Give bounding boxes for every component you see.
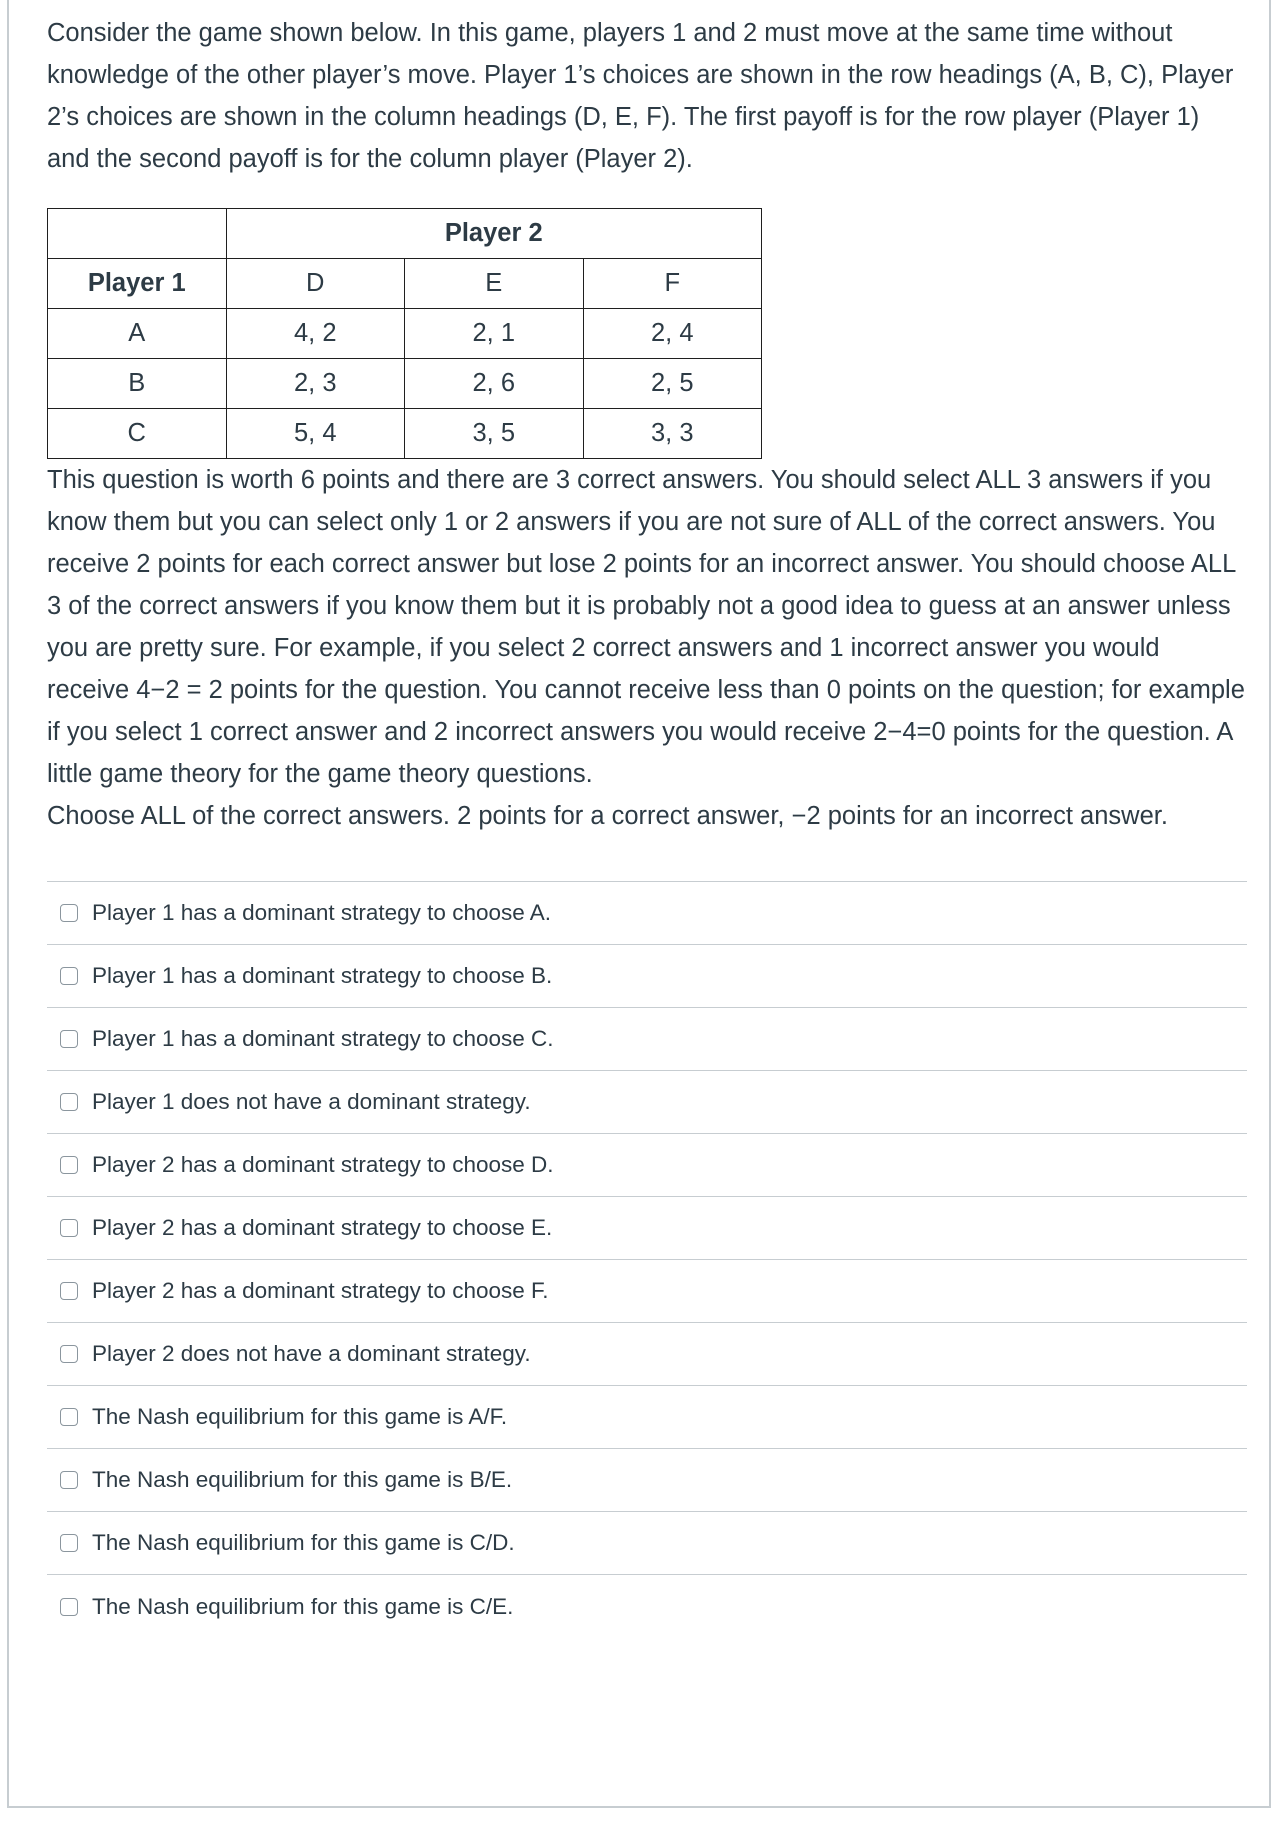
answer-option-9[interactable] xyxy=(47,1386,1247,1449)
answer-label[interactable]: Player 2 does not have a dominant strategy. xyxy=(92,1341,531,1366)
checkbox-icon[interactable] xyxy=(60,1598,78,1616)
answer-option-6[interactable] xyxy=(47,1197,1247,1260)
checkbox-icon[interactable] xyxy=(60,967,78,985)
row-header-b: B xyxy=(48,359,227,409)
answer-label[interactable]: The Nash equilibrium for this game is C/E. xyxy=(92,1593,514,1619)
payoff-cell: 2, 5 xyxy=(583,359,762,409)
payoff-cell: 3, 3 xyxy=(583,409,762,459)
payoff-matrix xyxy=(47,208,762,459)
answer-option-8[interactable] xyxy=(47,1323,1247,1386)
answer-option-4[interactable] xyxy=(47,1071,1247,1134)
answer-option-12[interactable] xyxy=(47,1575,1247,1638)
answer-label[interactable]: The Nash equilibrium for this game is C/D. xyxy=(92,1530,515,1555)
checkbox-icon[interactable] xyxy=(60,1408,78,1426)
answer-label[interactable]: Player 1 has a dominant strategy to choose B. xyxy=(92,963,553,988)
answer-option-1[interactable] xyxy=(47,882,1247,945)
row-header-a: A xyxy=(48,309,227,359)
payoff-cell: 5, 4 xyxy=(226,409,405,459)
column-header-f: F xyxy=(583,259,762,309)
answer-list xyxy=(47,881,1247,1638)
checkbox-icon[interactable] xyxy=(60,1030,78,1048)
question-content xyxy=(47,12,1247,1638)
rules-paragraph: This question is worth 6 points and there are 3 correct answers. You should select ALL 3 answers if you know them but you can select only 1 or 2 answers if you are not sure of ALL of the correct answers. You receive 2 points for each correct answer but lose 2 points for an incorrect answer. You should choose ALL 3 of the correct answers if you know them but it is probably not a good idea to guess at an answer unless you are pretty sure. For example, if you select 2 correct answers and 1 incorrect answer you would receive 4−2 = 2 points for the question. You cannot receive less than 0 points on the question; for example if you select 1 correct answer and 2 incorrect answers you would receive 2−4=0 points for the question. A little game theory for the game theory questions. xyxy=(47,466,1245,788)
checkbox-icon[interactable] xyxy=(60,1093,78,1111)
answer-option-10[interactable] xyxy=(47,1449,1247,1512)
payoff-cell: 3, 5 xyxy=(405,409,584,459)
answer-option-11[interactable] xyxy=(47,1512,1247,1575)
column-header-d: D xyxy=(226,259,405,309)
payoff-cell: 2, 4 xyxy=(583,309,762,359)
checkbox-icon[interactable] xyxy=(60,1345,78,1363)
answer-label[interactable]: Player 1 does not have a dominant strategy. xyxy=(92,1089,531,1114)
checkbox-icon[interactable] xyxy=(60,1219,78,1237)
checkbox-icon[interactable] xyxy=(60,1282,78,1300)
payoff-cell: 2, 1 xyxy=(405,309,584,359)
payoff-cell: 2, 3 xyxy=(226,359,405,409)
table-row xyxy=(48,259,762,309)
checkbox-icon[interactable] xyxy=(60,904,78,922)
answer-option-3[interactable] xyxy=(47,1008,1247,1071)
checkbox-icon[interactable] xyxy=(60,1471,78,1489)
answer-option-5[interactable] xyxy=(47,1134,1247,1197)
payoff-cell: 4, 2 xyxy=(226,309,405,359)
answer-option-2[interactable] xyxy=(47,945,1247,1008)
answer-label[interactable]: Player 1 has a dominant strategy to choose C. xyxy=(92,1026,554,1051)
answer-label[interactable]: The Nash equilibrium for this game is B/E. xyxy=(92,1467,513,1492)
table-row xyxy=(48,359,762,409)
answer-label[interactable]: Player 2 has a dominant strategy to choose F. xyxy=(92,1278,549,1303)
player1-header: Player 1 xyxy=(48,259,227,309)
answer-option-7[interactable] xyxy=(47,1260,1247,1323)
table-row xyxy=(48,409,762,459)
row-header-c: C xyxy=(48,409,227,459)
answer-label[interactable]: The Nash equilibrium for this game is A/F. xyxy=(92,1404,508,1429)
checkbox-icon[interactable] xyxy=(60,1534,78,1552)
intro-paragraph: Consider the game shown below. In this game, players 1 and 2 must move at the same time without knowledge of the other player’s move. Player 1’s choices are shown in the row headings (A, B, C), Player 2’s choices are shown in the column headings (D, E, F). The first payoff is for the row player (Player 1) and the second payoff is for the column player (Player 2). xyxy=(47,19,1234,173)
answer-label[interactable]: Player 1 has a dominant strategy to choose A. xyxy=(92,900,552,925)
checkbox-icon[interactable] xyxy=(60,1156,78,1174)
question-page xyxy=(7,0,1271,1808)
column-header-e: E xyxy=(405,259,584,309)
answer-label[interactable]: Player 2 has a dominant strategy to choose E. xyxy=(92,1215,553,1240)
table-row xyxy=(48,209,762,259)
table-row xyxy=(48,309,762,359)
payoff-cell: 2, 6 xyxy=(405,359,584,409)
answer-label[interactable]: Player 2 has a dominant strategy to choose D. xyxy=(92,1152,554,1177)
prompt-paragraph: Choose ALL of the correct answers. 2 points for a correct answer, −2 points for an incorrect answer. xyxy=(47,802,1168,830)
player2-header: Player 2 xyxy=(226,209,762,259)
empty-corner-cell xyxy=(48,209,227,259)
